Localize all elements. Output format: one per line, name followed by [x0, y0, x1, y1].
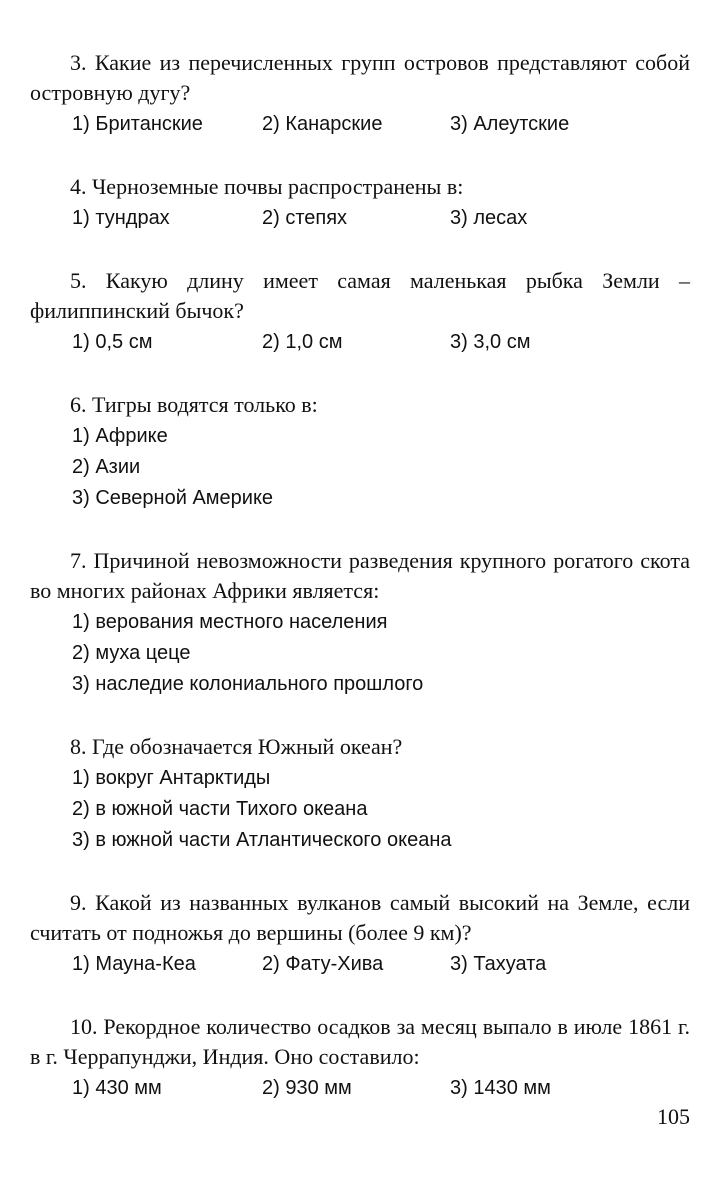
answer-option-2: 2) в южной части Тихого океана — [72, 798, 368, 820]
answer-option-1: 1) Британские — [72, 113, 203, 135]
page-number: 105 — [657, 1104, 690, 1129]
question-text: 8. Где обозначается Южный океан? — [70, 734, 403, 759]
question-list — [30, 48, 690, 1136]
question-text: 10. Рекордное количество осадков за месяц выпало в июле 1861 г. в г. Черрапунджи, Индия. Оно составило: — [30, 1014, 690, 1069]
question-6 — [30, 390, 690, 514]
answer-option-1: 1) 0,5 см — [72, 331, 153, 353]
question-10 — [30, 1012, 690, 1104]
answer-option-2: 2) муха цеце — [72, 642, 191, 664]
question-text: 7. Причиной невозможности разведения крупного рогатого скота во многих районах Африки является: — [30, 548, 690, 603]
question-7 — [30, 546, 690, 700]
question-text: 4. Черноземные почвы распространены в: — [70, 174, 464, 199]
answer-option-1: 1) верования местного населения — [72, 611, 388, 633]
answer-option-3: 3) Северной Америке — [72, 487, 274, 509]
question-text: 3. Какие из перечисленных групп островов представляют собой островную дугу? — [30, 50, 690, 105]
question-4 — [30, 172, 690, 234]
answer-options — [30, 327, 690, 358]
answer-option-3: 3) лесах — [450, 207, 528, 229]
answer-option-3: 3) 3,0 см — [450, 331, 531, 353]
answer-options — [30, 1073, 690, 1104]
answer-option-1: 1) тундрах — [72, 207, 170, 229]
answer-option-3: 3) Тахуата — [450, 953, 547, 975]
answer-options — [30, 949, 690, 980]
answer-option-3: 3) 1430 мм — [450, 1077, 551, 1099]
answer-option-3: 3) Алеутские — [450, 113, 570, 135]
question-text: 5. Какую длину имеет самая маленькая рыбка Земли – филиппинский бычок? — [30, 268, 690, 323]
answer-options — [30, 203, 690, 234]
answer-option-3: 3) в южной части Атлантического океана — [72, 829, 452, 851]
question-text: 6. Тигры водятся только в: — [70, 392, 318, 417]
answer-option-3: 3) наследие колониального прошлого — [72, 673, 424, 695]
answer-options — [30, 421, 690, 514]
answer-option-2: 2) 1,0 см — [262, 331, 343, 353]
question-8 — [30, 732, 690, 856]
answer-option-1: 1) Африке — [72, 425, 168, 447]
answer-option-2: 2) Азии — [72, 456, 141, 478]
answer-options — [30, 109, 690, 140]
answer-option-1: 1) 430 мм — [72, 1077, 162, 1099]
answer-option-2: 2) степях — [262, 207, 348, 229]
question-3 — [30, 48, 690, 140]
question-5 — [30, 266, 690, 358]
answer-option-1: 1) вокруг Антарктиды — [72, 767, 271, 789]
question-text: 9. Какой из названных вулканов самый высокий на Земле, если считать от подножья до вершины (более 9 км)? — [30, 890, 690, 945]
answer-option-2: 2) Фату-Хива — [262, 953, 384, 975]
answer-option-1: 1) Мауна-Кеа — [72, 953, 196, 975]
answer-options — [30, 607, 690, 700]
question-9 — [30, 888, 690, 980]
answer-option-2: 2) 930 мм — [262, 1077, 352, 1099]
answer-option-2: 2) Канарские — [262, 113, 383, 135]
answer-options — [30, 763, 690, 856]
